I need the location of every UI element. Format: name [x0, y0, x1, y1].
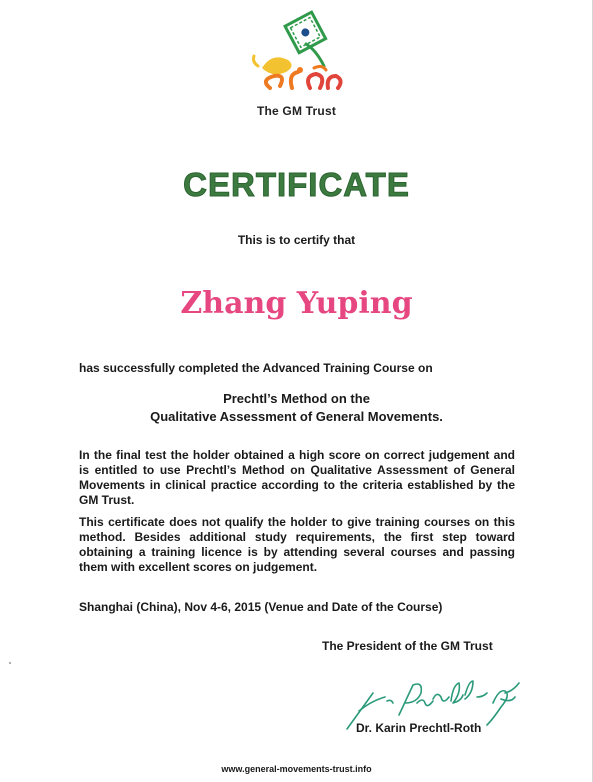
- course-title: [0, 390, 593, 426]
- signer-name: Dr. Karin Prechtl-Roth: [356, 721, 482, 735]
- president-line: The President of the GM Trust: [322, 639, 493, 653]
- venue-date-line: Shanghai (China), Nov 4-6, 2015 (Venue and Date of the Course): [79, 600, 443, 614]
- course-line-1: Prechtl’s Method on the: [223, 391, 370, 406]
- completed-line: has successfully completed the Advanced Training Course on: [79, 361, 433, 375]
- certificate-title: CERTIFICATE: [183, 166, 410, 203]
- certify-line: This is to certify that: [237, 233, 356, 247]
- gm-trust-logo: [244, 8, 354, 104]
- recipient-name: Zhang Yuping: [180, 286, 413, 321]
- website-url: www.general-movements-trust.info: [221, 764, 372, 774]
- org-name: The GM Trust: [256, 104, 337, 118]
- paragraph-qualification: This certificate does not qualify the holder to give training courses on this method. Besides additional study requirements, the first step toward obtaining a training licence is by attending several courses and passing them with excellent scores on judgement.: [79, 515, 515, 574]
- course-line-2: Qualitative Assessment of General Movements.: [150, 409, 443, 424]
- paragraph-final-test: In the final test the holder obtained a high score on correct judgement and is entitled to use Prechtl’s Method on Qualitative Assessment of General Movements in clinical practice according to the criteria established by the GM Trust.: [79, 448, 515, 507]
- scan-speck: [9, 662, 11, 664]
